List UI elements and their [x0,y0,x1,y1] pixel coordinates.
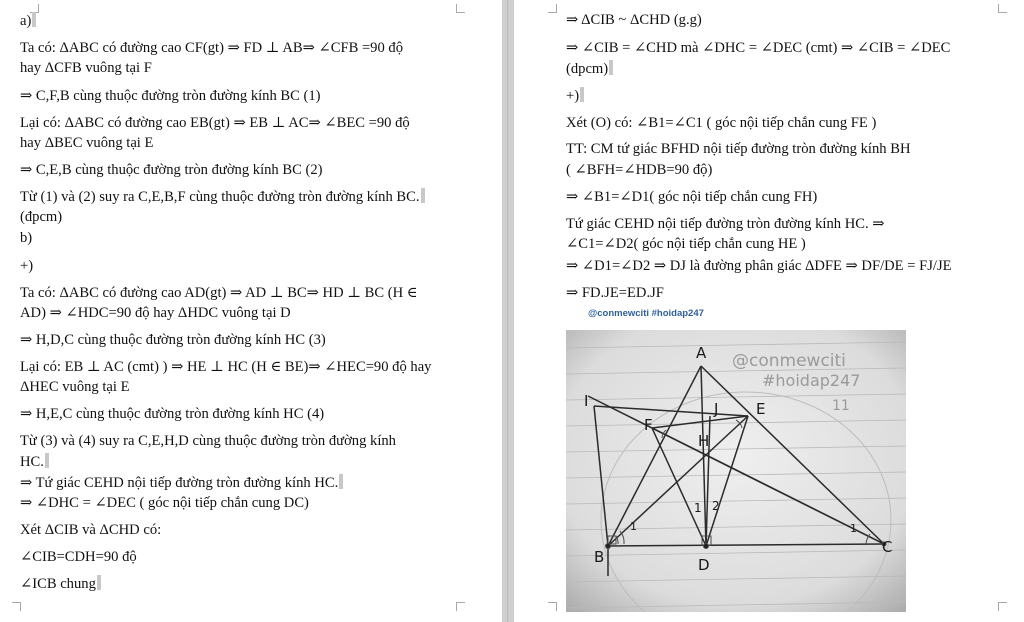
text-line[interactable]: Từ (3) và (4) suy ra C,E,H,D cùng thuộc đường tròn đường kính [20,433,396,449]
text-line[interactable]: AD) ⇒ ∠HDC=90 độ hay ΔHDC vuông tại D [20,305,291,321]
text-line[interactable]: ⇒ C,F,B cùng thuộc đường tròn đường kính BC (1) [20,88,321,104]
text-line[interactable]: +) [20,258,34,274]
text-line[interactable]: ⇒ H,D,C cùng thuộc đường tròn đường kính HC (3) [20,332,326,348]
text-line[interactable]: ⇒ C,E,B cùng thuộc đường tròn đường kính BC (2) [20,162,323,178]
text-line[interactable]: Xét (O) có: ∠B1=∠C1 ( góc nội tiếp chắn cung FE ) [566,115,877,131]
svg-text:H: H [698,432,710,450]
margin-mark [456,602,465,611]
text-line[interactable]: Tứ giác CEHD nội tiếp đường tròn đường kính HC. ⇒ [566,216,885,232]
text-line[interactable]: ⇒ H,E,C cùng thuộc đường tròn đường kính HC (4) [20,406,325,422]
image-credit: @conmewciti #hoidap247 [588,308,704,319]
text-line[interactable]: Lại có: ΔABC có đường cao EB(gt) ⇒ EB ⊥ AC⇒ ∠BEC =90 độ [20,115,410,131]
svg-text:E: E [756,400,766,418]
text-line[interactable]: ΔHEC vuông tại E [20,379,130,395]
text-line[interactable]: ⇒ FD.JE=ED.JF [566,285,664,301]
svg-text:1: 1 [630,520,637,533]
text-line[interactable]: Từ (1) và (2) suy ra C,E,B,F cùng thuộc đường tròn đường kính BC. [20,187,426,207]
text-line[interactable]: ⇒ Tứ giác CEHD nội tiếp đường tròn đường kính HC. [20,473,344,493]
text-line[interactable]: (dpcm) [566,59,614,79]
margin-mark [998,4,1007,13]
svg-text:D: D [698,556,710,574]
text-line[interactable]: Ta có: ΔABC có đường cao CF(gt) ⇒ FD ⊥ AB⇒ ∠CFB =90 độ [20,40,404,56]
geometry-figure-photo[interactable] [566,330,906,612]
svg-text:F: F [644,416,653,434]
text-line[interactable]: ⇒ ∠D1=∠D2 ⇒ DJ là đường phân giác ΔDFE ⇒ DF/DE = FJ/JE [566,258,952,274]
text-line[interactable]: ∠CIB=CDH=90 độ [20,549,137,565]
text-line[interactable]: b) [20,230,33,246]
page-separator [502,0,514,622]
text-line[interactable]: (đpcm) [20,209,63,225]
svg-text:2: 2 [712,499,720,513]
margin-mark [456,4,465,13]
svg-text:1: 1 [850,522,857,535]
margin-mark [548,602,557,611]
margin-mark [548,4,557,13]
text-line[interactable]: HC. [20,452,50,472]
text-line[interactable]: ∠C1=∠D2( góc nội tiếp chắn cung HE ) [566,236,806,252]
svg-text:#hoidap247: #hoidap247 [762,371,861,390]
text-line[interactable]: ⇒ ∠DHC = ∠DEC ( góc nội tiếp chắn cung DC) [20,495,309,511]
text-line[interactable]: ⇒ ΔCIB ~ ΔCHD (g.g) [566,12,702,28]
text-line[interactable]: TT: CM tứ giác BFHD nội tiếp đường tròn đường kính BH [566,141,911,157]
text-line[interactable]: +) [566,86,585,106]
svg-text:1: 1 [694,501,702,515]
svg-text:I: I [584,392,589,410]
geometry-figure [566,330,906,612]
text-line[interactable]: hay ΔBEC vuông tại E [20,135,154,151]
margin-mark [998,602,1007,611]
margin-mark [12,602,21,611]
document-page-right[interactable] [514,0,1024,622]
svg-text:@conmewciti: @conmewciti [732,351,846,371]
text-line[interactable]: ⇒ ∠B1=∠D1( góc nội tiếp chắn cung FH) [566,189,818,205]
text-line[interactable]: Ta có: ΔABC có đường cao AD(gt) ⇒ AD ⊥ BC⇒ HD ⊥ BC (H ∈ [20,285,418,301]
svg-text:B: B [594,548,605,566]
svg-text:C: C [882,538,893,556]
text-line[interactable]: ∠ICB chung [20,574,102,594]
text-line[interactable]: a) [20,11,37,31]
text-line[interactable]: ⇒ ∠CIB = ∠CHD mà ∠DHC = ∠DEC (cmt) ⇒ ∠CIB = ∠DEC [566,40,951,56]
text-line[interactable]: hay ΔCFB vuông tại F [20,60,152,76]
document-page-left[interactable] [0,0,502,622]
svg-text:J: J [714,400,719,418]
text-line[interactable]: ( ∠BFH=∠HDB=90 độ) [566,162,713,178]
text-line[interactable]: Lại có: EB ⊥ AC (cmt) ) ⇒ HE ⊥ HC (H ∈ BE)⇒ ∠HEC=90 độ hay [20,359,432,375]
svg-text:A: A [696,344,707,362]
svg-text:11: 11 [832,398,850,414]
text-line[interactable]: Xét ΔCIB và ΔCHD có: [20,522,162,538]
